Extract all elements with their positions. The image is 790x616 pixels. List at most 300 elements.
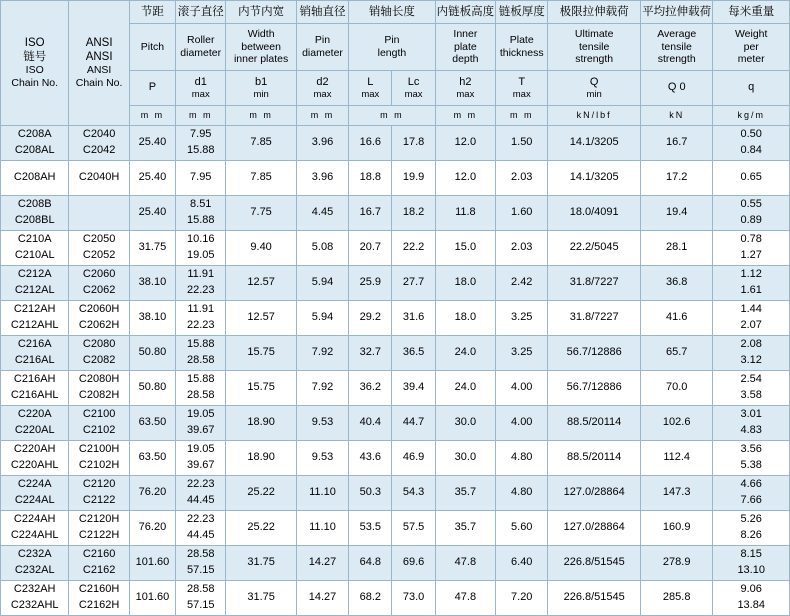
cell-iso-chain-no bbox=[1, 546, 69, 581]
cell-pin-diameter-value: 7.92 bbox=[311, 346, 334, 359]
symbol-ultimate-tensile-strength: Q min bbox=[548, 71, 641, 106]
cell-width-inner-plates-value: 25.22 bbox=[247, 521, 275, 534]
cell-pitch bbox=[129, 161, 175, 196]
cell-pin-length-lc bbox=[392, 511, 435, 546]
cell-pin-diameter-value: 3.96 bbox=[311, 136, 334, 149]
symbol-width-inner-plates: b1 min bbox=[226, 71, 296, 106]
cell-pin-diameter bbox=[296, 441, 348, 476]
cell-plate-thickness-value: 1.60 bbox=[511, 206, 533, 219]
header-width-inner-plates-en: Width between inner plates bbox=[226, 24, 296, 71]
cell-pin-diameter bbox=[296, 546, 348, 581]
cell-roller-diameter bbox=[176, 196, 226, 231]
cell-pin-diameter-value: 4.45 bbox=[311, 206, 334, 219]
cell-ansi-chain-no bbox=[69, 511, 129, 546]
cell-width-inner-plates-value: 15.75 bbox=[247, 346, 275, 359]
cell-iso-chain-no-value: C210AL bbox=[14, 249, 55, 261]
cell-average-tensile-strength bbox=[640, 336, 712, 371]
cell-pin-diameter bbox=[296, 161, 348, 196]
cell-plate-thickness-value: 3.25 bbox=[511, 346, 533, 359]
cell-pin-length-lc bbox=[392, 266, 435, 301]
cell-iso-chain-no bbox=[1, 231, 69, 266]
unit-ultimate-tensile-strength: kN/lbf bbox=[548, 106, 641, 126]
cell-ansi-chain-no-value: C2082 bbox=[82, 354, 116, 366]
unit-pin-diameter: m m bbox=[296, 106, 348, 126]
cell-pitch bbox=[129, 406, 175, 441]
cell-inner-plate-depth-value: 35.7 bbox=[454, 521, 477, 534]
symbol-plate-thickness: T max bbox=[496, 71, 548, 106]
cell-roller-diameter-value: 44.45 bbox=[186, 494, 215, 506]
cell-ansi-chain-no bbox=[69, 126, 129, 161]
cell-ultimate-tensile-strength bbox=[548, 161, 641, 196]
cell-pin-length-lc-value: 27.7 bbox=[402, 276, 425, 289]
cell-pin-length-l-value: 36.2 bbox=[359, 381, 381, 394]
cell-roller-diameter-value: 7.95 bbox=[190, 128, 212, 141]
cell-pin-diameter-value: 3.96 bbox=[311, 171, 334, 184]
cell-pitch bbox=[129, 126, 175, 161]
cell-width-inner-plates-value: 12.57 bbox=[247, 276, 275, 289]
cell-average-tensile-strength-value: 65.7 bbox=[665, 346, 688, 359]
cell-pitch-value: 25.40 bbox=[138, 171, 167, 184]
cell-roller-diameter-value: 22.23 bbox=[186, 319, 215, 331]
cell-average-tensile-strength-value: 17.2 bbox=[665, 171, 688, 184]
cell-weight-per-meter bbox=[713, 476, 790, 511]
cell-weight-per-meter-value: 0.84 bbox=[740, 144, 762, 156]
cell-plate-thickness bbox=[496, 371, 548, 406]
cell-width-inner-plates bbox=[226, 511, 296, 546]
cell-roller-diameter-value: 22.23 bbox=[186, 513, 215, 526]
cell-roller-diameter-value: 28.58 bbox=[186, 389, 215, 401]
unit-weight-per-meter: kg/m bbox=[713, 106, 790, 126]
cell-plate-thickness-value: 5.60 bbox=[511, 521, 533, 534]
cell-pin-diameter bbox=[296, 336, 348, 371]
cell-roller-diameter-value: 15.88 bbox=[186, 373, 215, 386]
cell-iso-chain-no-value: C220AL bbox=[14, 424, 55, 436]
cell-pin-diameter-value: 11.10 bbox=[309, 521, 336, 534]
cell-ansi-chain-no-value: C2040H bbox=[78, 171, 120, 184]
cell-roller-diameter-value: 28.58 bbox=[186, 548, 215, 561]
cell-pitch bbox=[129, 196, 175, 231]
cell-pin-length-lc bbox=[392, 231, 435, 266]
unit-width-inner-plates: m m bbox=[226, 106, 296, 126]
cell-pitch-value: 25.40 bbox=[138, 136, 167, 149]
cell-roller-diameter bbox=[176, 511, 226, 546]
cell-iso-chain-no bbox=[1, 266, 69, 301]
cell-ansi-chain-no bbox=[69, 441, 129, 476]
cell-plate-thickness-value: 4.80 bbox=[511, 486, 533, 499]
cell-weight-per-meter-value: 3.56 bbox=[740, 443, 762, 456]
table-row bbox=[1, 406, 790, 441]
cell-width-inner-plates-value: 18.90 bbox=[247, 451, 275, 464]
table-row bbox=[1, 266, 790, 301]
cell-average-tensile-strength bbox=[640, 511, 712, 546]
cell-weight-per-meter-value: 0.65 bbox=[740, 171, 762, 184]
cell-roller-diameter bbox=[176, 581, 226, 616]
header-average-tensile-strength-cn: 平均拉伸载荷 bbox=[640, 1, 712, 24]
symbol-pitch: P bbox=[129, 71, 175, 106]
cell-roller-diameter bbox=[176, 371, 226, 406]
cell-roller-diameter-value: 28.58 bbox=[186, 354, 215, 366]
table-row bbox=[1, 231, 790, 266]
cell-pitch-value: 50.80 bbox=[138, 381, 167, 394]
cell-pin-length-lc-value: 69.6 bbox=[402, 556, 425, 569]
cell-average-tensile-strength bbox=[640, 266, 712, 301]
cell-iso-chain-no-value: C208AH bbox=[13, 171, 56, 184]
cell-weight-per-meter-value: 4.83 bbox=[740, 424, 762, 436]
cell-width-inner-plates-value: 7.85 bbox=[250, 136, 272, 149]
cell-iso-chain-no-value: C208BL bbox=[14, 214, 55, 226]
cell-pin-length-l-value: 50.3 bbox=[359, 486, 381, 499]
cell-iso-chain-no bbox=[1, 476, 69, 511]
cell-pin-length-lc bbox=[392, 371, 435, 406]
table-row bbox=[1, 336, 790, 371]
cell-pin-diameter-value: 9.53 bbox=[311, 451, 334, 464]
header-plate-thickness-en: Plate thickness bbox=[496, 24, 548, 71]
cell-iso-chain-no-value: C232AL bbox=[14, 564, 55, 576]
cell-pin-length-lc bbox=[392, 126, 435, 161]
cell-pin-length-l bbox=[349, 546, 392, 581]
cell-iso-chain-no bbox=[1, 161, 69, 196]
header-inner-plate-depth-en: Inner plate depth bbox=[435, 24, 495, 71]
cell-pin-diameter bbox=[296, 301, 348, 336]
cell-pin-diameter bbox=[296, 126, 348, 161]
symbol-inner-plate-depth: h2 max bbox=[435, 71, 495, 106]
cell-weight-per-meter-value: 0.78 bbox=[740, 233, 762, 246]
cell-ultimate-tensile-strength bbox=[548, 196, 641, 231]
cell-ansi-chain-no bbox=[69, 371, 129, 406]
cell-inner-plate-depth-value: 30.0 bbox=[454, 451, 477, 464]
cell-average-tensile-strength bbox=[640, 161, 712, 196]
table-row bbox=[1, 441, 790, 476]
cell-pin-length-lc-value: 39.4 bbox=[402, 381, 425, 394]
cell-iso-chain-no-value: C212AHL bbox=[10, 319, 59, 331]
cell-pin-length-lc-value: 57.5 bbox=[402, 521, 425, 534]
cell-average-tensile-strength bbox=[640, 126, 712, 161]
table-row bbox=[1, 546, 790, 581]
cell-plate-thickness bbox=[496, 581, 548, 616]
cell-weight-per-meter-value: 1.61 bbox=[740, 284, 762, 296]
cell-plate-thickness-value: 4.00 bbox=[511, 381, 533, 394]
cell-roller-diameter-value: 19.05 bbox=[186, 408, 215, 421]
cell-pin-diameter-value: 7.92 bbox=[311, 381, 334, 394]
cell-ansi-chain-no bbox=[69, 406, 129, 441]
cell-ultimate-tensile-strength-value: 14.1/3205 bbox=[569, 136, 619, 149]
cell-pin-length-l-value: 16.6 bbox=[359, 136, 381, 149]
cell-average-tensile-strength-value: 112.4 bbox=[663, 451, 691, 464]
cell-pin-length-l bbox=[349, 266, 392, 301]
cell-roller-diameter-value: 19.05 bbox=[186, 443, 215, 456]
cell-weight-per-meter-value: 1.12 bbox=[740, 268, 762, 281]
cell-ultimate-tensile-strength-value: 56.7/12886 bbox=[566, 381, 622, 394]
cell-pin-length-lc bbox=[392, 546, 435, 581]
cell-plate-thickness bbox=[496, 476, 548, 511]
cell-pitch bbox=[129, 581, 175, 616]
table-row bbox=[1, 581, 790, 616]
cell-iso-chain-no-value: C220AH bbox=[13, 443, 56, 456]
cell-pin-length-l bbox=[349, 581, 392, 616]
cell-ansi-chain-no-value: C2100H bbox=[78, 443, 120, 456]
cell-ultimate-tensile-strength bbox=[548, 126, 641, 161]
cell-average-tensile-strength bbox=[640, 301, 712, 336]
cell-pitch bbox=[129, 476, 175, 511]
cell-average-tensile-strength-value: 102.6 bbox=[662, 416, 691, 429]
cell-pin-length-l-value: 20.7 bbox=[359, 241, 381, 254]
cell-plate-thickness bbox=[496, 161, 548, 196]
cell-plate-thickness-value: 2.03 bbox=[511, 171, 533, 184]
cell-weight-per-meter-value: 5.38 bbox=[740, 459, 762, 471]
cell-iso-chain-no-value: C216AL bbox=[14, 354, 55, 366]
cell-width-inner-plates bbox=[226, 581, 296, 616]
cell-roller-diameter-value: 57.15 bbox=[186, 599, 215, 611]
cell-ansi-chain-no-value: C2062 bbox=[82, 284, 116, 296]
cell-weight-per-meter bbox=[713, 196, 790, 231]
cell-weight-per-meter-value: 0.89 bbox=[740, 214, 762, 226]
cell-inner-plate-depth-value: 35.7 bbox=[454, 486, 477, 499]
cell-iso-chain-no-value: C212AH bbox=[13, 303, 56, 316]
cell-pitch-value: 31.75 bbox=[138, 241, 167, 254]
cell-pitch bbox=[129, 301, 175, 336]
cell-inner-plate-depth bbox=[435, 476, 495, 511]
cell-pin-length-l bbox=[349, 126, 392, 161]
cell-ansi-chain-no-value: C2052 bbox=[82, 249, 116, 261]
cell-pitch-value: 63.50 bbox=[138, 451, 167, 464]
cell-width-inner-plates-value: 12.57 bbox=[247, 311, 275, 324]
cell-pin-diameter bbox=[296, 581, 348, 616]
cell-pin-diameter bbox=[296, 476, 348, 511]
cell-average-tensile-strength-value: 36.8 bbox=[665, 276, 688, 289]
cell-weight-per-meter bbox=[713, 126, 790, 161]
cell-width-inner-plates-value: 15.75 bbox=[247, 381, 275, 394]
cell-plate-thickness bbox=[496, 301, 548, 336]
cell-ansi-chain-no-value: C2060H bbox=[78, 303, 120, 316]
cell-pin-length-lc-value: 22.2 bbox=[402, 241, 425, 254]
cell-ansi-chain-no-value: C2060 bbox=[82, 268, 116, 281]
cell-inner-plate-depth bbox=[435, 161, 495, 196]
cell-inner-plate-depth-value: 18.0 bbox=[454, 276, 477, 289]
cell-iso-chain-no-value: C224AL bbox=[14, 494, 55, 506]
cell-inner-plate-depth bbox=[435, 581, 495, 616]
header-weight-per-meter-en: Weight per meter bbox=[713, 24, 790, 71]
cell-plate-thickness bbox=[496, 511, 548, 546]
cell-roller-diameter bbox=[176, 336, 226, 371]
cell-weight-per-meter bbox=[713, 161, 790, 196]
cell-ultimate-tensile-strength bbox=[548, 266, 641, 301]
cell-width-inner-plates bbox=[226, 126, 296, 161]
cell-pin-diameter bbox=[296, 231, 348, 266]
cell-pitch-value: 25.40 bbox=[138, 206, 167, 219]
cell-pin-length-lc bbox=[392, 336, 435, 371]
cell-plate-thickness bbox=[496, 196, 548, 231]
cell-ultimate-tensile-strength bbox=[548, 336, 641, 371]
cell-iso-chain-no-value: C212AL bbox=[14, 284, 55, 296]
cell-ansi-chain-no-value: C2120H bbox=[78, 513, 120, 526]
cell-inner-plate-depth-value: 47.8 bbox=[454, 556, 477, 569]
cell-pin-diameter-value: 11.10 bbox=[309, 486, 336, 499]
cell-inner-plate-depth-value: 12.0 bbox=[454, 136, 477, 149]
header-pitch-cn: 节距 bbox=[129, 1, 175, 24]
cell-pin-length-l bbox=[349, 406, 392, 441]
cell-pitch bbox=[129, 336, 175, 371]
cell-iso-chain-no-value: C208A bbox=[17, 128, 52, 141]
cell-iso-chain-no-value: C208AL bbox=[14, 144, 55, 156]
cell-ansi-chain-no-value: C2062H bbox=[78, 319, 120, 331]
table-header bbox=[1, 1, 790, 126]
cell-pitch-value: 38.10 bbox=[138, 311, 167, 324]
cell-pin-length-lc-value: 46.9 bbox=[402, 451, 425, 464]
cell-ansi-chain-no-value: C2162 bbox=[82, 564, 116, 576]
cell-ansi-chain-no bbox=[69, 546, 129, 581]
cell-pin-diameter-value: 14.27 bbox=[308, 591, 337, 604]
cell-width-inner-plates-value: 31.75 bbox=[247, 591, 275, 604]
cell-iso-chain-no bbox=[1, 371, 69, 406]
cell-inner-plate-depth bbox=[435, 196, 495, 231]
cell-average-tensile-strength bbox=[640, 371, 712, 406]
cell-ansi-chain-no-value: C2122 bbox=[82, 494, 116, 506]
cell-ultimate-tensile-strength bbox=[548, 231, 641, 266]
cell-pin-length-l bbox=[349, 161, 392, 196]
cell-iso-chain-no bbox=[1, 336, 69, 371]
cell-width-inner-plates bbox=[226, 266, 296, 301]
cell-ansi-chain-no-value: C2122H bbox=[78, 529, 120, 541]
cell-average-tensile-strength-value: 160.9 bbox=[662, 521, 691, 534]
cell-pitch-value: 63.50 bbox=[138, 416, 167, 429]
cell-ansi-chain-no-value: C2042 bbox=[82, 144, 116, 156]
cell-average-tensile-strength bbox=[640, 546, 712, 581]
cell-weight-per-meter bbox=[713, 546, 790, 581]
cell-pin-length-l bbox=[349, 441, 392, 476]
cell-plate-thickness-value: 4.00 bbox=[511, 416, 533, 429]
cell-roller-diameter bbox=[176, 406, 226, 441]
header-iso-chain-no: ISO 链号 ISO Chain No. bbox=[1, 1, 69, 126]
symbol-weight-per-meter: q bbox=[713, 71, 790, 106]
cell-roller-diameter-value: 15.88 bbox=[186, 144, 215, 156]
header-ultimate-tensile-strength-en: Ultimate tensile strength bbox=[548, 24, 641, 71]
cell-weight-per-meter bbox=[713, 511, 790, 546]
cell-plate-thickness bbox=[496, 336, 548, 371]
cell-pitch bbox=[129, 231, 175, 266]
unit-average-tensile-strength: kN bbox=[640, 106, 712, 126]
cell-roller-diameter-value: 22.23 bbox=[186, 478, 215, 491]
cell-inner-plate-depth bbox=[435, 371, 495, 406]
cell-weight-per-meter-value: 0.50 bbox=[740, 128, 762, 141]
header-pin-length-en: Pin length bbox=[349, 24, 436, 71]
cell-plate-thickness-value: 2.03 bbox=[511, 241, 533, 254]
header-roller-diameter-cn: 滚子直径 bbox=[176, 1, 226, 24]
cell-inner-plate-depth-value: 24.0 bbox=[454, 381, 477, 394]
cell-ansi-chain-no-value: C2120 bbox=[82, 478, 116, 491]
cell-roller-diameter-value: 7.95 bbox=[190, 171, 212, 184]
cell-iso-chain-no-value: C210A bbox=[17, 233, 52, 246]
cell-pitch-value: 101.60 bbox=[135, 591, 170, 604]
cell-iso-chain-no bbox=[1, 441, 69, 476]
cell-pin-length-lc bbox=[392, 161, 435, 196]
cell-iso-chain-no-value: C232AHL bbox=[10, 599, 59, 611]
cell-ansi-chain-no-value: C2100 bbox=[82, 408, 116, 421]
header-average-tensile-strength-en: Average tensile strength bbox=[640, 24, 712, 71]
cell-ultimate-tensile-strength-value: 127.0/28864 bbox=[563, 521, 625, 534]
table-row bbox=[1, 301, 790, 336]
cell-pitch-value: 101.60 bbox=[135, 556, 170, 569]
cell-inner-plate-depth-value: 15.0 bbox=[454, 241, 477, 254]
cell-average-tensile-strength-value: 16.7 bbox=[665, 136, 688, 149]
cell-ultimate-tensile-strength bbox=[548, 546, 641, 581]
cell-average-tensile-strength-value: 285.8 bbox=[662, 591, 691, 604]
cell-iso-chain-no-value: C232AH bbox=[13, 583, 56, 596]
cell-ultimate-tensile-strength-value: 31.8/7227 bbox=[569, 311, 619, 324]
cell-weight-per-meter-value: 0.55 bbox=[740, 198, 762, 211]
cell-pin-length-lc-value: 54.3 bbox=[402, 486, 425, 499]
cell-weight-per-meter bbox=[713, 231, 790, 266]
header-width-inner-plates-cn: 内节内宽 bbox=[226, 1, 296, 24]
cell-roller-diameter-value: 19.05 bbox=[186, 249, 215, 261]
cell-ansi-chain-no-value: C2082H bbox=[78, 389, 120, 401]
cell-pin-length-l bbox=[349, 511, 392, 546]
cell-pin-length-lc bbox=[392, 301, 435, 336]
cell-inner-plate-depth bbox=[435, 511, 495, 546]
cell-average-tensile-strength-value: 70.0 bbox=[665, 381, 688, 394]
cell-ultimate-tensile-strength-value: 88.5/20114 bbox=[567, 451, 622, 464]
cell-pin-diameter-value: 5.94 bbox=[311, 276, 334, 289]
cell-pin-length-l bbox=[349, 196, 392, 231]
unit-pin-length: m m bbox=[349, 106, 436, 126]
cell-pin-diameter bbox=[296, 196, 348, 231]
cell-ansi-chain-no bbox=[69, 161, 129, 196]
cell-ansi-chain-no-value: C2160H bbox=[78, 583, 120, 596]
cell-roller-diameter-value: 57.15 bbox=[186, 564, 215, 576]
cell-ultimate-tensile-strength-value: 22.2/5045 bbox=[569, 241, 619, 254]
cell-weight-per-meter bbox=[713, 371, 790, 406]
cell-pin-length-lc bbox=[392, 406, 435, 441]
cell-iso-chain-no-value: C224AH bbox=[13, 513, 56, 526]
header-plate-thickness-cn: 链板厚度 bbox=[496, 1, 548, 24]
cell-average-tensile-strength-value: 278.9 bbox=[662, 556, 691, 569]
cell-average-tensile-strength-value: 41.6 bbox=[665, 311, 688, 324]
cell-weight-per-meter-value: 1.27 bbox=[740, 249, 762, 261]
header-pin-diameter-en: Pin diameter bbox=[296, 24, 348, 71]
cell-weight-per-meter bbox=[713, 266, 790, 301]
cell-pin-diameter bbox=[296, 511, 348, 546]
symbol-pin-length-lc: Lc max bbox=[392, 71, 435, 106]
cell-plate-thickness-value: 1.50 bbox=[511, 136, 533, 149]
cell-roller-diameter bbox=[176, 231, 226, 266]
cell-weight-per-meter-value: 3.01 bbox=[740, 408, 762, 421]
cell-roller-diameter-value: 10.16 bbox=[186, 233, 215, 246]
cell-pin-length-lc-value: 44.7 bbox=[402, 416, 425, 429]
cell-iso-chain-no-value: C224A bbox=[17, 478, 52, 491]
cell-pin-length-l-value: 53.5 bbox=[359, 521, 381, 534]
cell-pin-diameter bbox=[296, 406, 348, 441]
cell-pin-length-lc-value: 18.2 bbox=[402, 206, 425, 219]
header-inner-plate-depth-cn: 内链板高度 bbox=[435, 1, 495, 24]
cell-width-inner-plates bbox=[226, 406, 296, 441]
cell-width-inner-plates bbox=[226, 546, 296, 581]
cell-plate-thickness bbox=[496, 546, 548, 581]
cell-pin-length-lc-value: 19.9 bbox=[402, 171, 425, 184]
cell-width-inner-plates-value: 7.75 bbox=[250, 206, 272, 219]
cell-roller-diameter bbox=[176, 546, 226, 581]
cell-pin-diameter-value: 5.08 bbox=[311, 241, 334, 254]
table-row bbox=[1, 196, 790, 231]
cell-pin-length-l bbox=[349, 371, 392, 406]
cell-inner-plate-depth-value: 30.0 bbox=[454, 416, 477, 429]
cell-pitch bbox=[129, 511, 175, 546]
cell-average-tensile-strength-value: 28.1 bbox=[665, 241, 688, 254]
cell-weight-per-meter bbox=[713, 406, 790, 441]
cell-pin-length-l bbox=[349, 301, 392, 336]
cell-roller-diameter-value: 11.91 bbox=[187, 268, 215, 281]
cell-iso-chain-no bbox=[1, 196, 69, 231]
cell-weight-per-meter-value: 2.08 bbox=[740, 338, 762, 351]
table-row bbox=[1, 126, 790, 161]
